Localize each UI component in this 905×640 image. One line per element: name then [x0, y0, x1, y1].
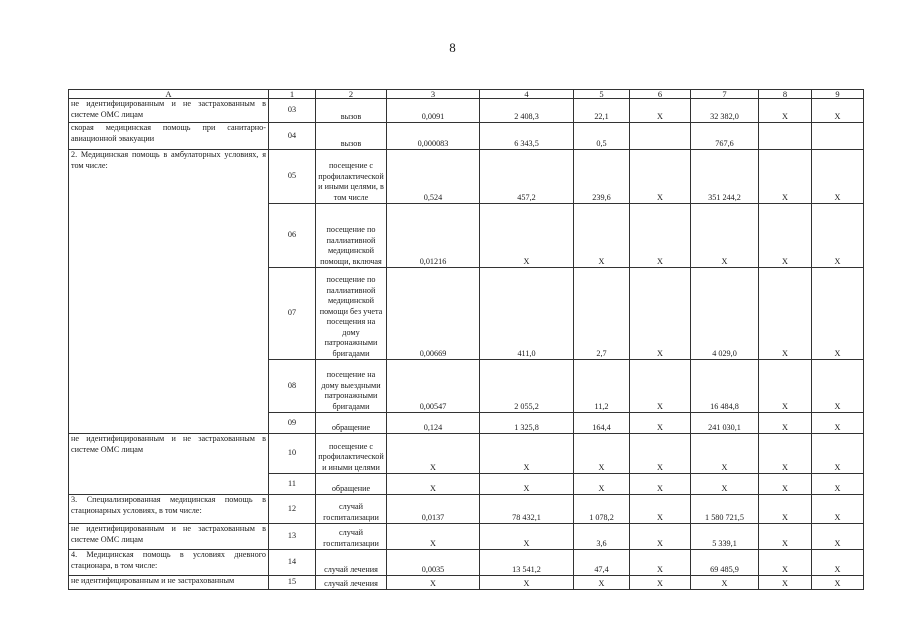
- row-label: скорая медицинская помощь при санитарно-авиационной эвакуации: [69, 123, 269, 150]
- value-cell: 22,1: [574, 99, 630, 123]
- row-code: 08: [269, 360, 316, 413]
- value-cell: Х: [630, 576, 691, 590]
- value-cell: Х: [812, 474, 864, 495]
- row-label: 2. Медицинская помощь в амбулаторных условиях, я том числе:: [69, 150, 269, 434]
- unit-cell: посещение на дому выездными патронажными бригадами: [316, 360, 387, 413]
- table-row: [69, 150, 864, 204]
- unit-cell: обращение: [316, 413, 387, 434]
- row-code: 14: [269, 550, 316, 576]
- row-label: не идентифицированным и не застрахованным: [69, 576, 269, 590]
- value-cell: 351 244,2: [691, 150, 759, 204]
- value-cell: Х: [691, 434, 759, 474]
- value-cell: 0,00547: [387, 360, 480, 413]
- value-cell: 69 485,9: [691, 550, 759, 576]
- unit-cell: случай госпитализации: [316, 495, 387, 524]
- value-cell: 0,00669: [387, 268, 480, 360]
- row-label: не идентифицированным и не застрахованным в системе ОМС лицам: [69, 99, 269, 123]
- row-code: 10: [269, 434, 316, 474]
- value-cell: 411,0: [480, 268, 574, 360]
- row-code: 07: [269, 268, 316, 360]
- value-cell: Х: [812, 99, 864, 123]
- header-cell: 8: [759, 90, 812, 99]
- value-cell: 2 408,3: [480, 99, 574, 123]
- value-cell: 13 541,2: [480, 550, 574, 576]
- value-cell: Х: [480, 204, 574, 268]
- value-cell: Х: [630, 434, 691, 474]
- unit-cell: вызов: [316, 123, 387, 150]
- header-cell: 4: [480, 90, 574, 99]
- unit-cell: случай госпитализации: [316, 524, 387, 550]
- table-row: [69, 550, 864, 576]
- value-cell: Х: [574, 474, 630, 495]
- row-code: 12: [269, 495, 316, 524]
- value-cell: Х: [387, 474, 480, 495]
- value-cell: Х: [574, 576, 630, 590]
- value-cell: Х: [387, 434, 480, 474]
- table-row: [69, 99, 864, 123]
- value-cell: Х: [387, 524, 480, 550]
- value-cell: Х: [630, 268, 691, 360]
- value-cell: Х: [759, 99, 812, 123]
- data-table: [68, 89, 864, 590]
- header-cell: 5: [574, 90, 630, 99]
- value-cell: Х: [630, 550, 691, 576]
- value-cell: 1 325,8: [480, 413, 574, 434]
- unit-cell: посещение с профилактической и иными целями: [316, 434, 387, 474]
- row-code: 15: [269, 576, 316, 590]
- value-cell: Х: [812, 413, 864, 434]
- value-cell: 11,2: [574, 360, 630, 413]
- value-cell: 78 432,1: [480, 495, 574, 524]
- unit-cell: случай лечения: [316, 550, 387, 576]
- row-label: не идентифицированным и не застрахованным в системе ОМС лицам: [69, 434, 269, 495]
- value-cell: Х: [630, 99, 691, 123]
- row-code: 09: [269, 413, 316, 434]
- value-cell: Х: [630, 413, 691, 434]
- header-cell: А: [69, 90, 269, 99]
- value-cell: Х: [759, 150, 812, 204]
- row-code: 03: [269, 99, 316, 123]
- value-cell: Х: [759, 360, 812, 413]
- value-cell: 0,524: [387, 150, 480, 204]
- value-cell: Х: [812, 204, 864, 268]
- value-cell: Х: [759, 474, 812, 495]
- row-code: 04: [269, 123, 316, 150]
- value-cell: Х: [630, 524, 691, 550]
- value-cell: 0,01216: [387, 204, 480, 268]
- value-cell: Х: [759, 413, 812, 434]
- value-cell: 3,6: [574, 524, 630, 550]
- value-cell: 239,6: [574, 150, 630, 204]
- value-cell: 1 580 721,5: [691, 495, 759, 524]
- header-cell: 7: [691, 90, 759, 99]
- table-row: [69, 434, 864, 474]
- value-cell: Х: [691, 474, 759, 495]
- value-cell: Х: [630, 204, 691, 268]
- header-cell: 1: [269, 90, 316, 99]
- value-cell: Х: [759, 550, 812, 576]
- value-cell: Х: [691, 204, 759, 268]
- table-row: [69, 524, 864, 550]
- row-code: 13: [269, 524, 316, 550]
- value-cell: 241 030,1: [691, 413, 759, 434]
- value-cell: Х: [812, 524, 864, 550]
- value-cell: 6 343,5: [480, 123, 574, 150]
- value-cell: 4 029,0: [691, 268, 759, 360]
- value-cell: Х: [812, 495, 864, 524]
- value-cell: 0,5: [574, 123, 630, 150]
- value-cell: Х: [630, 474, 691, 495]
- value-cell: Х: [759, 495, 812, 524]
- value-cell: 1 078,2: [574, 495, 630, 524]
- value-cell: Х: [812, 550, 864, 576]
- row-code: 05: [269, 150, 316, 204]
- value-cell: 457,2: [480, 150, 574, 204]
- page-number: 8: [449, 40, 456, 55]
- value-cell: Х: [574, 434, 630, 474]
- value-cell: Х: [387, 576, 480, 590]
- value-cell: Х: [480, 524, 574, 550]
- unit-cell: посещение по паллиативной медицинской помощи без учета посещения на дому патронажными бригадами: [316, 268, 387, 360]
- value-cell: [759, 123, 812, 150]
- value-cell: Х: [691, 576, 759, 590]
- value-cell: 0,0137: [387, 495, 480, 524]
- unit-cell: посещение по паллиативной медицинской помощи, включая: [316, 204, 387, 268]
- value-cell: 164,4: [574, 413, 630, 434]
- value-cell: 2 055,2: [480, 360, 574, 413]
- value-cell: [812, 123, 864, 150]
- value-cell: Х: [630, 150, 691, 204]
- table-row: [69, 576, 864, 590]
- value-cell: Х: [812, 360, 864, 413]
- row-label: 4. Медицинская помощь в условиях дневного стационара, в том числе:: [69, 550, 269, 576]
- row-code: 06: [269, 204, 316, 268]
- value-cell: 0,0035: [387, 550, 480, 576]
- value-cell: Х: [480, 576, 574, 590]
- value-cell: 0,000083: [387, 123, 480, 150]
- value-cell: Х: [759, 576, 812, 590]
- value-cell: Х: [812, 268, 864, 360]
- unit-cell: обращение: [316, 474, 387, 495]
- unit-cell: посещение с профилактической и иными целями, в том числе: [316, 150, 387, 204]
- value-cell: 47,4: [574, 550, 630, 576]
- header-cell: 9: [812, 90, 864, 99]
- value-cell: Х: [812, 150, 864, 204]
- value-cell: 0,0091: [387, 99, 480, 123]
- value-cell: Х: [759, 434, 812, 474]
- value-cell: Х: [759, 204, 812, 268]
- value-cell: Х: [480, 434, 574, 474]
- header-row: [69, 90, 864, 99]
- value-cell: 0,124: [387, 413, 480, 434]
- header-cell: 2: [316, 90, 387, 99]
- value-cell: Х: [630, 360, 691, 413]
- unit-cell: случай лечения: [316, 576, 387, 590]
- value-cell: Х: [480, 474, 574, 495]
- value-cell: Х: [812, 434, 864, 474]
- value-cell: Х: [630, 495, 691, 524]
- table-row: [69, 495, 864, 524]
- value-cell: 767,6: [691, 123, 759, 150]
- value-cell: 16 484,8: [691, 360, 759, 413]
- value-cell: Х: [759, 524, 812, 550]
- value-cell: 32 382,0: [691, 99, 759, 123]
- row-label: не идентифицированным и не застрахованным в системе ОМС лицам: [69, 524, 269, 550]
- value-cell: [630, 123, 691, 150]
- header-cell: 6: [630, 90, 691, 99]
- row-label: 3. Специализированная медицинская помощь в стационарных условиях, в том числе:: [69, 495, 269, 524]
- row-code: 11: [269, 474, 316, 495]
- value-cell: Х: [574, 204, 630, 268]
- value-cell: Х: [812, 576, 864, 590]
- value-cell: 5 339,1: [691, 524, 759, 550]
- value-cell: 2,7: [574, 268, 630, 360]
- unit-cell: вызов: [316, 99, 387, 123]
- value-cell: Х: [759, 268, 812, 360]
- header-cell: 3: [387, 90, 480, 99]
- table-row: [69, 123, 864, 150]
